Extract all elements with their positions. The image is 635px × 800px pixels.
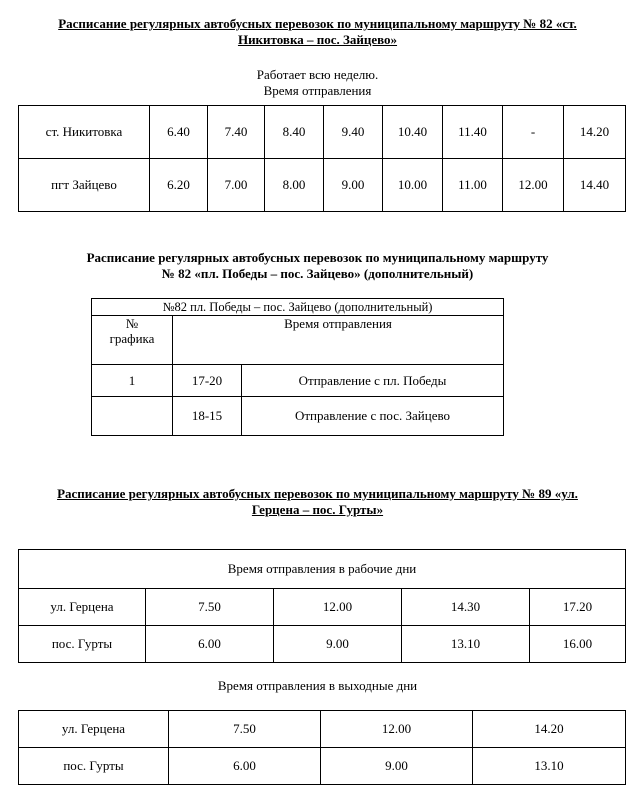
time-cell: 6.00 — [169, 748, 321, 785]
time-cell: 12.00 — [274, 589, 402, 626]
time-cell: - — [503, 106, 564, 159]
route-89-title-line2: Герцена – пос. Гурты» — [251, 502, 384, 517]
route-82-schedule-table — [18, 105, 626, 212]
time-cell: 9.00 — [324, 159, 383, 212]
table-row — [19, 106, 626, 159]
stop-name: ул. Герцена — [19, 589, 146, 626]
time-cell: 8.40 — [265, 106, 324, 159]
table-row — [19, 711, 626, 748]
route-89-title-line1: Расписание регулярных автобусных перевозок по муниципальному маршруту № 89 «ул. — [57, 486, 578, 501]
route-82-extra-table — [91, 298, 504, 436]
time-cell: 6.40 — [150, 106, 208, 159]
time-cell: 12.00 — [503, 159, 564, 212]
route-82-title — [0, 16, 635, 48]
time-cell: 6.20 — [150, 159, 208, 212]
stop-name: пос. Гурты — [19, 626, 146, 663]
schedule-number-header-line1: № — [125, 316, 139, 331]
time-cell: 7.50 — [146, 589, 274, 626]
route-89-title — [0, 486, 635, 518]
table-row — [19, 748, 626, 785]
table-header: №82 пл. Победы – пос. Зайцево (дополнительный) — [92, 299, 504, 316]
table-row — [92, 299, 504, 316]
time-cell: 8.00 — [265, 159, 324, 212]
stop-name: ст. Никитовка — [19, 106, 150, 159]
schedule-number-header — [92, 316, 173, 365]
time-cell: 17.20 — [530, 589, 626, 626]
route-89-weekend-table — [18, 710, 626, 785]
time-cell: 13.10 — [402, 626, 530, 663]
time-cell: 14.20 — [473, 711, 626, 748]
time-cell: 10.40 — [383, 106, 443, 159]
stop-name: ул. Герцена — [19, 711, 169, 748]
table-row — [92, 365, 504, 397]
time-cell: 6.00 — [146, 626, 274, 663]
table-row — [92, 397, 504, 436]
time-cell: 9.00 — [321, 748, 473, 785]
time-cell: 10.00 — [383, 159, 443, 212]
stop-name: пос. Гурты — [19, 748, 169, 785]
schedule-number: 1 — [92, 365, 173, 397]
time-cell: 18-15 — [173, 397, 242, 436]
route-82-extra-title — [0, 250, 635, 282]
stop-name: пгт Зайцево — [19, 159, 150, 212]
schedule-number-header-line2: графика — [109, 331, 155, 346]
departure-time-header: Время отправления — [173, 316, 504, 365]
time-cell: 14.30 — [402, 589, 530, 626]
table-row — [19, 159, 626, 212]
route-82-note — [0, 67, 635, 99]
time-cell: 9.40 — [324, 106, 383, 159]
route-82-extra-title-line1: Расписание регулярных автобусных перевозок по муниципальному маршруту — [86, 250, 549, 265]
route-82-title-line2: Никитовка – пос. Зайцево» — [237, 32, 398, 47]
time-cell: 12.00 — [321, 711, 473, 748]
route-82-title-line1: Расписание регулярных автобусных перевозок по муниципальному маршруту № 82 «ст. — [58, 16, 577, 31]
time-cell: 14.20 — [564, 106, 626, 159]
weekend-header: Время отправления в выходные дни — [217, 678, 418, 693]
time-cell: 13.10 — [473, 748, 626, 785]
route-82-extra-title-line2: № 82 «пл. Победы – пос. Зайцево» (дополнительный) — [161, 266, 474, 281]
table-row — [19, 589, 626, 626]
table-row — [19, 626, 626, 663]
table-row — [92, 316, 504, 365]
weekend-header-block — [0, 678, 635, 694]
time-cell: 14.40 — [564, 159, 626, 212]
departure-description: Отправление с пл. Победы — [242, 365, 504, 397]
time-cell: 16.00 — [530, 626, 626, 663]
route-89-weekday-table — [18, 549, 626, 663]
schedule-number — [92, 397, 173, 436]
route-82-note-line2: Время отправления — [263, 83, 372, 98]
time-cell: 7.40 — [208, 106, 265, 159]
time-cell: 17-20 — [173, 365, 242, 397]
time-cell: 9.00 — [274, 626, 402, 663]
table-row — [19, 550, 626, 589]
time-cell: 11.00 — [443, 159, 503, 212]
weekday-header: Время отправления в рабочие дни — [19, 550, 626, 589]
time-cell: 7.50 — [169, 711, 321, 748]
departure-description: Отправление с пос. Зайцево — [242, 397, 504, 436]
route-82-note-line1: Работает всю неделю. — [256, 67, 379, 82]
time-cell: 7.00 — [208, 159, 265, 212]
time-cell: 11.40 — [443, 106, 503, 159]
